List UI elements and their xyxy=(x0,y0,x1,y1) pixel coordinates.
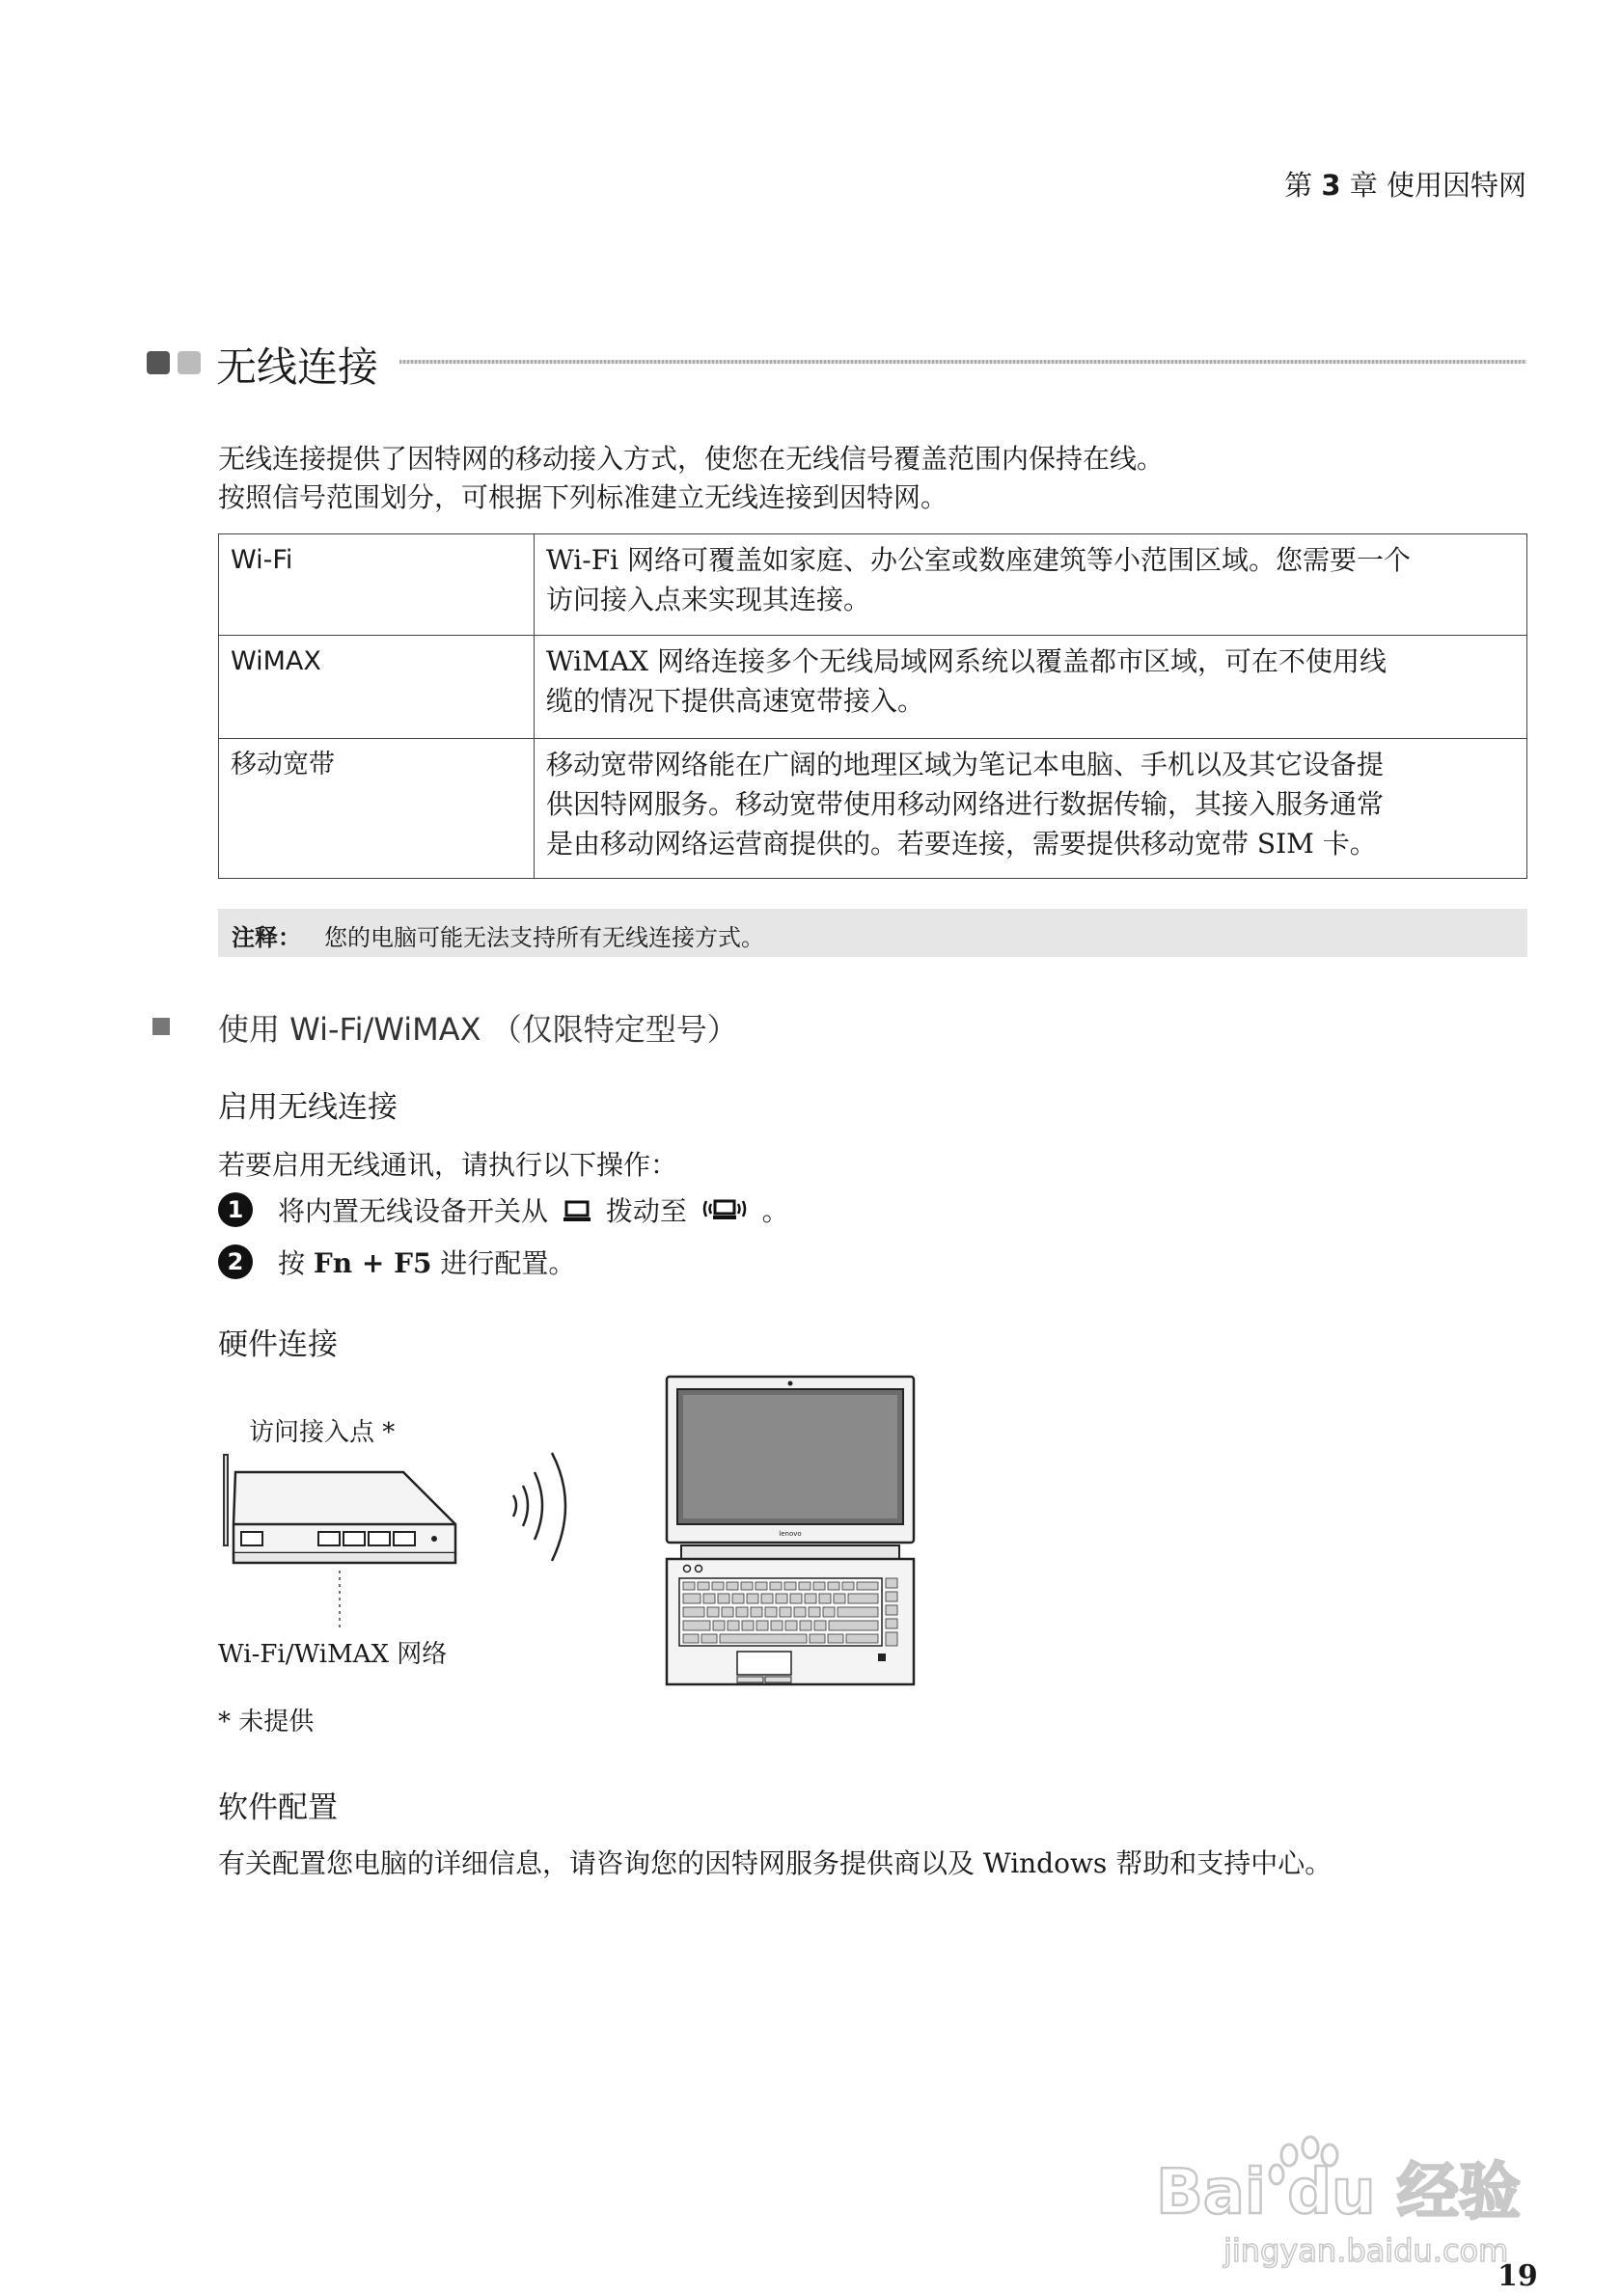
note-box xyxy=(218,909,1527,957)
step-2-after: 进行配置。 xyxy=(440,1247,576,1279)
table-description xyxy=(535,636,1527,739)
description-line: 访问接入点来实现其连接。 xyxy=(546,584,871,615)
step-number-2: 2 xyxy=(218,1244,253,1279)
table-description xyxy=(535,739,1527,879)
intro-line-1: 无线连接提供了因特网的移动接入方式，使您在无线信号覆盖范围内保持在线。 xyxy=(218,443,1165,475)
software-text: 有关配置您电脑的详细信息，请咨询您的因特网服务提供商以及 Windows 帮助和支持中心。 xyxy=(218,1847,1333,1879)
access-point-label: 访问接入点 * xyxy=(249,1418,396,1447)
chapter-header xyxy=(1284,164,1526,204)
step-1-text xyxy=(278,1190,789,1229)
table-description xyxy=(535,534,1527,636)
footnote: * 未提供 xyxy=(218,1708,315,1736)
table-term: Wi-Fi xyxy=(219,534,535,636)
table-row xyxy=(219,534,1527,636)
laptop-brand: lenovo xyxy=(779,1530,802,1538)
step-2-text xyxy=(278,1243,575,1281)
subsection-title: 使用 Wi-Fi/WiMAX （仅限特定型号） xyxy=(218,1011,738,1048)
software-heading: 软件配置 xyxy=(218,1790,338,1825)
table-row xyxy=(219,636,1527,739)
description-line: Wi-Fi 网络可覆盖如家庭、办公室或数座建筑等小范围区域。您需要一个 xyxy=(546,544,1411,576)
page-number: 19 xyxy=(1497,2259,1538,2293)
enable-heading: 启用无线连接 xyxy=(218,1090,398,1125)
enable-intro: 若要启用无线通讯，请执行以下操作： xyxy=(218,1149,678,1181)
watermark xyxy=(1146,2126,1525,2271)
switch-off-icon xyxy=(563,1197,591,1229)
router-illustration xyxy=(214,1447,465,1640)
wireless-waves-icon xyxy=(502,1435,598,1590)
laptop-illustration xyxy=(664,1374,917,1690)
hardware-heading: 硬件连接 xyxy=(218,1327,338,1362)
step-1-before: 将内置无线设备开关从 xyxy=(278,1195,549,1227)
description-line: 移动宽带网络能在广阔的地理区域为笔记本电脑、手机以及其它设备提 xyxy=(546,749,1385,780)
watermark-url: jingyan.baidu.com xyxy=(1223,2232,1509,2269)
table-term: WiMAX xyxy=(219,636,535,739)
step-1-after: 。 xyxy=(761,1195,789,1227)
step-1-middle: 拨动至 xyxy=(605,1195,687,1227)
description-line: 是由移动网络运营商提供的。若要连接，需要提供移动宽带 SIM 卡。 xyxy=(546,828,1377,860)
note-text: 您的电脑可能无法支持所有无线连接方式。 xyxy=(324,924,764,951)
section-title: 无线连接 xyxy=(216,343,379,391)
section-rule xyxy=(399,360,1526,364)
section-heading xyxy=(147,336,1526,394)
description-line: WiMAX 网络连接多个无线局域网系统以覆盖都市区域，可在不使用线 xyxy=(546,645,1387,677)
switch-on-wireless-icon xyxy=(701,1197,748,1229)
connection-types-table xyxy=(218,533,1527,879)
section-marker-light xyxy=(178,351,201,374)
description-line: 供因特网服务。移动宽带使用移动网络进行数据传输，其接入服务通常 xyxy=(546,788,1385,820)
key-combination: Fn + F5 xyxy=(313,1247,432,1279)
description-line: 缆的情况下提供高速宽带接入。 xyxy=(546,685,925,717)
step-number-1: 1 xyxy=(218,1192,253,1227)
network-label: Wi-Fi/WiMAX 网络 xyxy=(218,1640,448,1669)
table-row xyxy=(219,739,1527,879)
subsection-bullet xyxy=(152,1018,170,1035)
intro-line-2: 按照信号范围划分，可根据下列标准建立无线连接到因特网。 xyxy=(218,481,948,513)
step-2-before: 按 xyxy=(278,1247,306,1279)
chapter-title: 章 使用因特网 xyxy=(1349,169,1526,202)
chapter-prefix: 第 xyxy=(1284,169,1313,202)
note-label: 注释： xyxy=(232,924,301,951)
watermark-logo-text: Bai du 经验 xyxy=(1156,2157,1521,2228)
table-term: 移动宽带 xyxy=(219,739,535,879)
section-marker-dark xyxy=(147,351,170,374)
chapter-number: 3 xyxy=(1321,169,1341,202)
watermark-logo xyxy=(1146,2126,1525,2271)
